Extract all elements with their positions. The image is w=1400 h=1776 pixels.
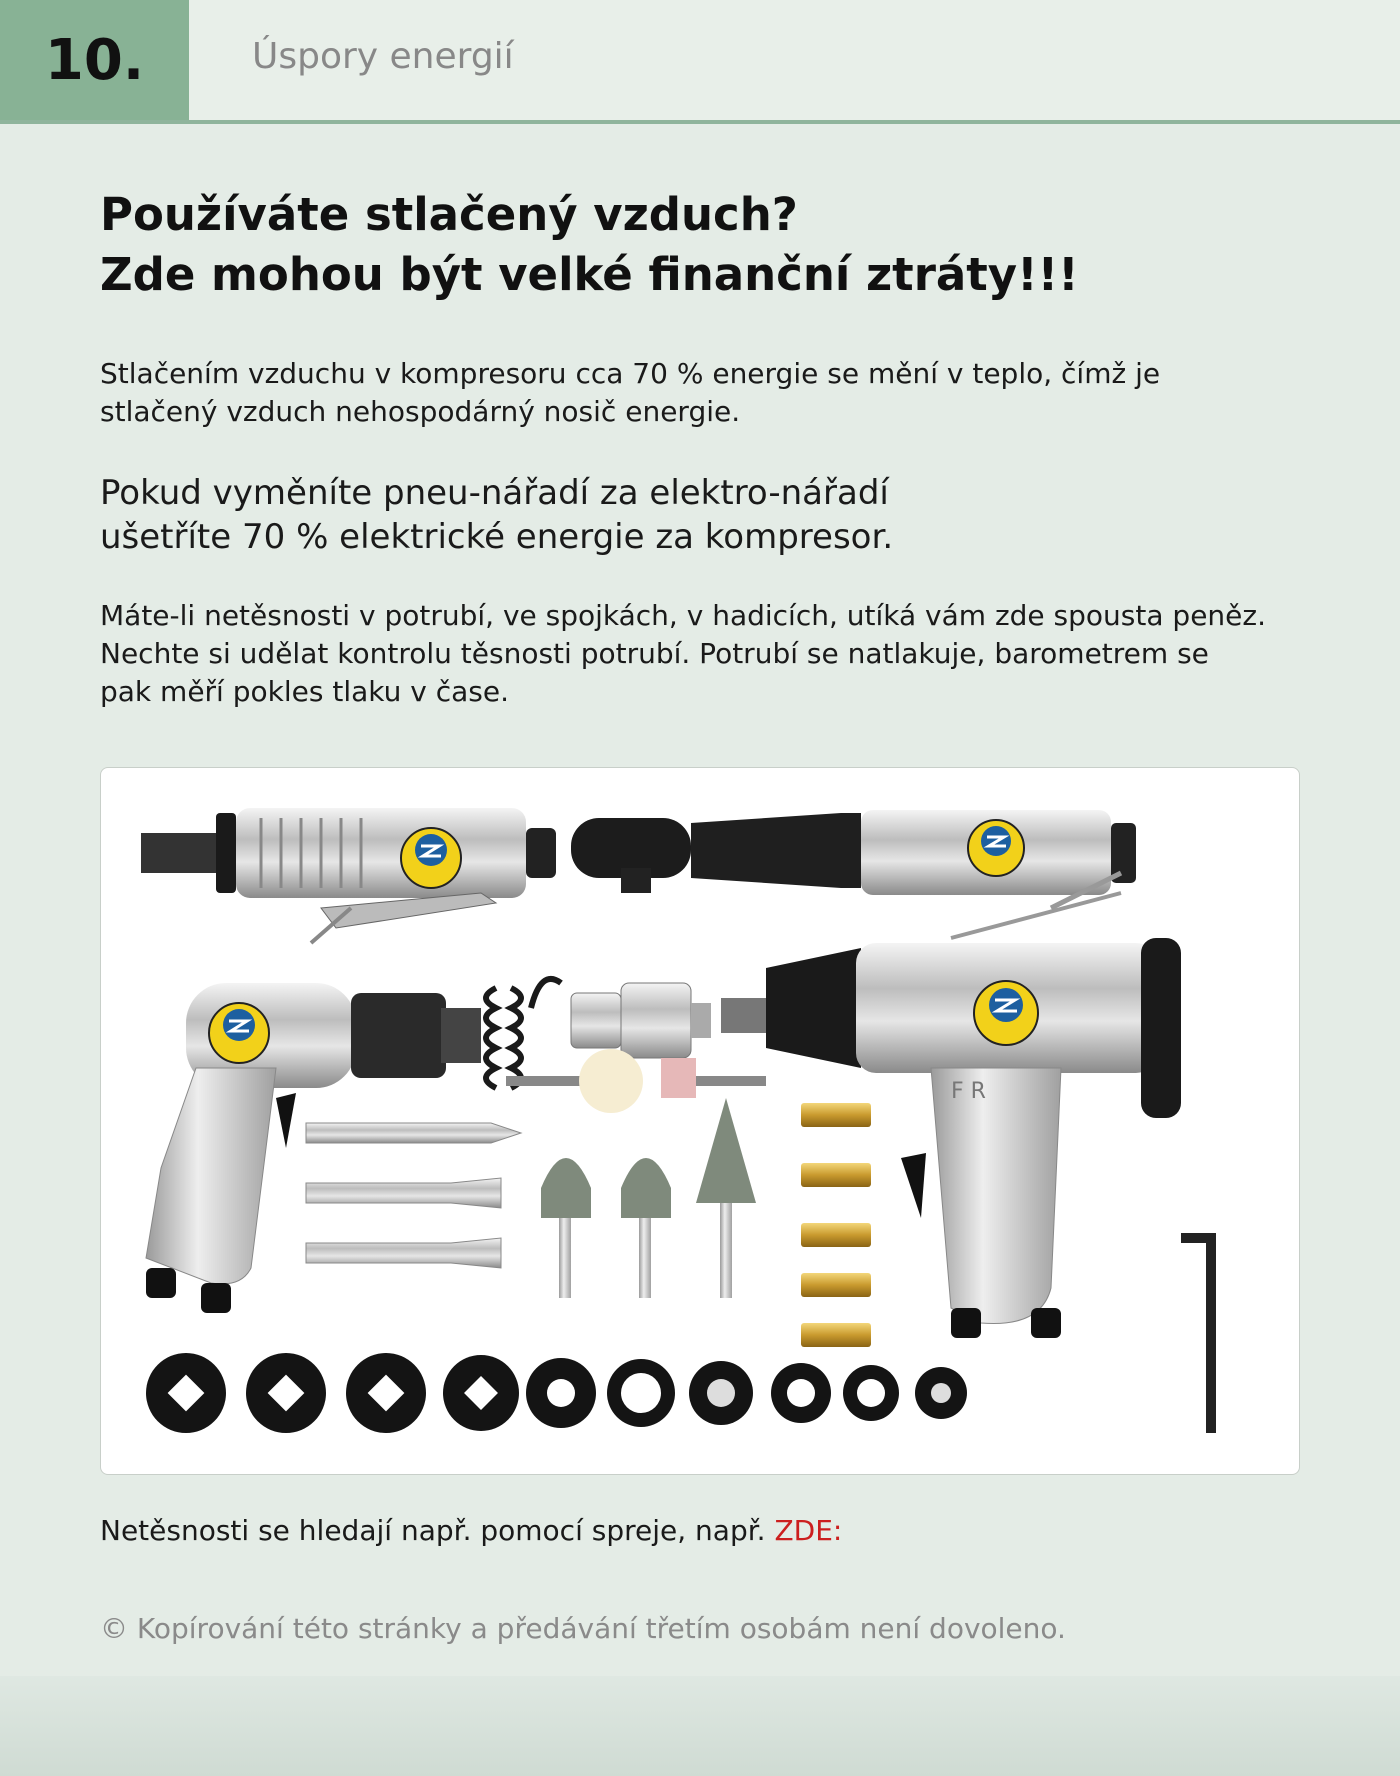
paragraph3-line-3: pak měří pokles tlaku v čase.: [100, 675, 510, 708]
paragraph-compressor-heat: [100, 355, 1310, 431]
caption-text: Netěsnosti se hledají např. pomocí spreje, např.: [100, 1514, 775, 1547]
caption: [100, 1512, 842, 1550]
grinding-stones: [541, 1098, 756, 1298]
spring: [486, 979, 561, 1088]
chapter-number: 10.: [0, 0, 189, 120]
air-tools-photo: [100, 767, 1300, 1475]
sockets: [146, 1353, 967, 1433]
chisels: [306, 1123, 521, 1268]
paragraph1-line-1: Stlačením vzduchu v kompresoru cca 70 % energie se mění v teplo, čímž je: [100, 357, 1161, 390]
brass-fittings: [801, 1103, 871, 1347]
page-header: [0, 0, 1400, 124]
headline: [100, 185, 1310, 305]
copyright-notice: © Kopírování této stránky a předávání třetím osobám není dovoleno.: [100, 1612, 1066, 1645]
tool-marking: F R: [951, 1079, 986, 1104]
chapter-title: Úspory energií: [252, 36, 514, 77]
impact-wrench: [721, 938, 1181, 1338]
air-tools-illustration: [101, 768, 1299, 1474]
paragraph-savings: [100, 471, 1310, 559]
hex-key: [1181, 1238, 1211, 1433]
paragraph1-line-2: stlačený vzduch nehospodárný nosič energie.: [100, 395, 741, 428]
paragraph2-line-2: ušetříte 70 % elektrické energie za kompresor.: [100, 517, 894, 557]
caption-link[interactable]: ZDE:: [774, 1514, 843, 1547]
footer-band: [0, 1676, 1400, 1776]
headline-line-2: Zde mohou být velké finanční ztráty!!!: [100, 248, 1079, 301]
main-content: [100, 185, 1310, 711]
air-ratchet: [571, 810, 1136, 938]
vorel-logo: [974, 981, 1038, 1045]
vorel-logo: [401, 828, 461, 888]
paragraph3-line-1: Máte-li netěsnosti v potrubí, ve spojkách, v hadicích, utíká vám zde spousta peněz.: [100, 599, 1266, 632]
paragraph2-line-1: Pokud vyměníte pneu-nářadí za elektro-nářadí: [100, 473, 889, 513]
paragraph-leaks: [100, 597, 1310, 711]
paragraph3-line-2: Nechte si udělat kontrolu těsnosti potrubí. Potrubí se natlakuje, barometrem se: [100, 637, 1209, 670]
vorel-logo: [209, 1003, 269, 1063]
die-grinder: [141, 808, 556, 943]
headline-line-1: Používáte stlačený vzduch?: [100, 188, 798, 241]
quick-coupler: [571, 983, 711, 1058]
vorel-logo: [968, 820, 1024, 876]
